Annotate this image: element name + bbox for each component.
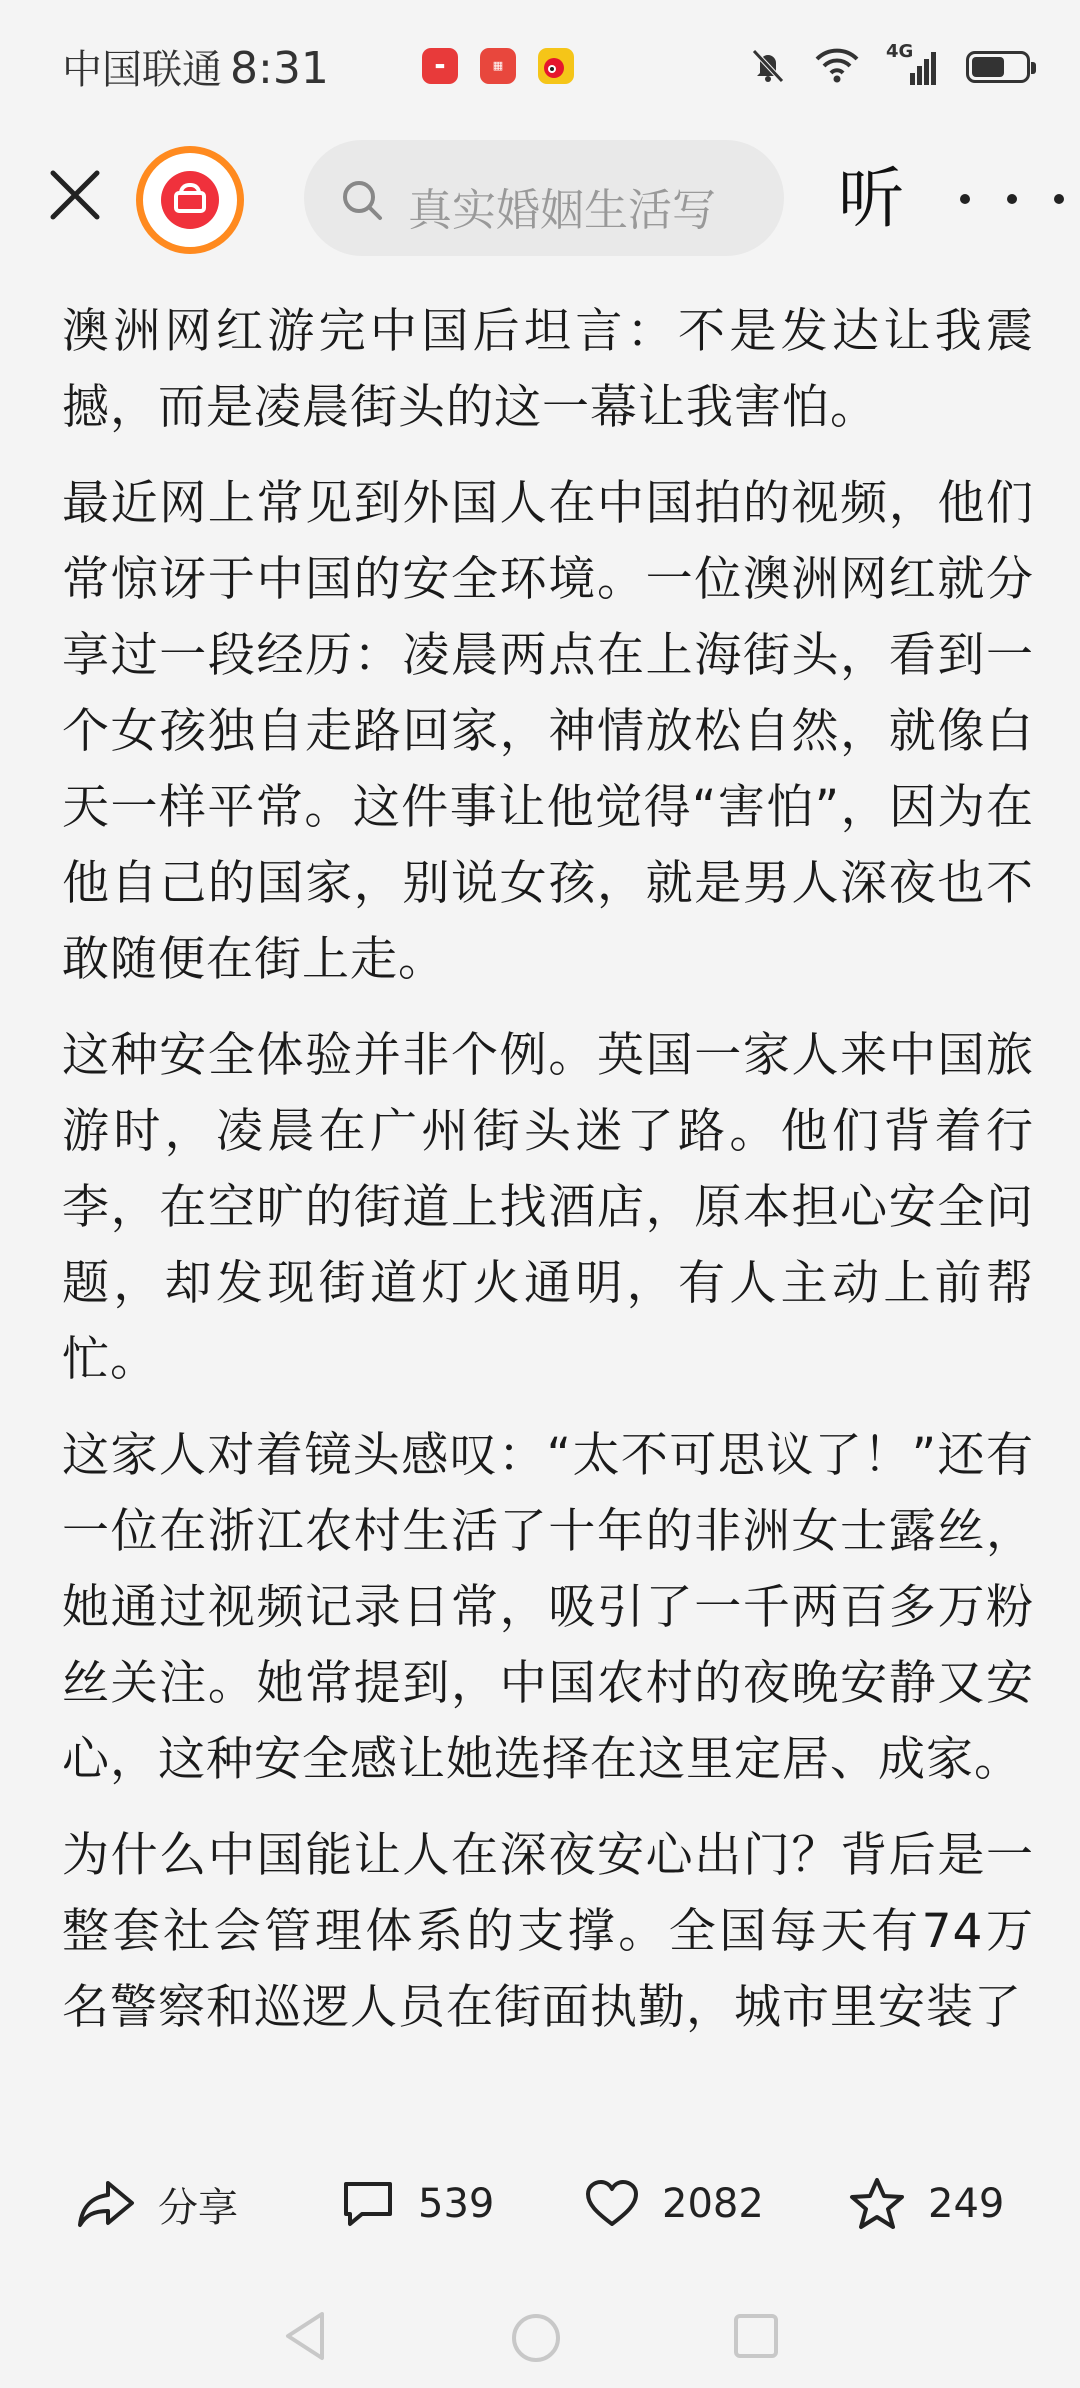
wifi-icon: [814, 45, 860, 89]
clock-time: 8:31: [230, 43, 329, 94]
huawei-app-icon: ▬: [422, 48, 458, 84]
cellular-signal-icon: [886, 41, 940, 87]
action-bar: [0, 2124, 1080, 2284]
search-bar[interactable]: [304, 140, 784, 256]
favorite-count: 249: [928, 2181, 1005, 2227]
article-paragraph-1: 澳洲网红游完中国后坦言：不是发达让我震撼，而是凌晨街头的这一幕让我害怕。: [62, 304, 1034, 435]
battery-icon: [966, 51, 1030, 83]
calendar-app-icon: ▦: [480, 48, 516, 84]
red-bag-icon: [161, 171, 219, 229]
star-icon: [848, 2176, 906, 2232]
article-paragraph-4: 这家人对着镜头感叹：“太不可思议了！”还有一位在浙江农村生活了十年的非洲女士露丝，她通过视频记录日常，吸引了一千两百多万粉丝关注。她常提到，中国农村的夜晚安静又安心，这种安全感让她选择在这里定居、成家。: [62, 1428, 1034, 1787]
share-icon: [76, 2177, 136, 2231]
recents-square-icon[interactable]: [730, 2310, 782, 2362]
article-body: [62, 294, 1034, 2098]
network-type-label: 4G: [886, 41, 914, 62]
system-nav-bar: [0, 2290, 1080, 2388]
search-icon: [340, 178, 384, 222]
back-triangle-icon[interactable]: [280, 2308, 330, 2364]
top-nav: [0, 130, 1080, 270]
status-icons: [748, 41, 1030, 90]
comment-button[interactable]: [340, 2154, 494, 2254]
more-dot-icon: [960, 194, 970, 204]
carrier-time: [62, 38, 329, 95]
share-button[interactable]: [76, 2154, 238, 2254]
battery-level-fill: [972, 57, 1004, 77]
carrier-name: 中国联通: [62, 47, 222, 93]
red-packet-avatar-button[interactable]: [136, 146, 244, 254]
article-paragraph-5: 为什么中国能让人在深夜安心出门？背后是一整套社会管理体系的支撑。全国每天有74万名警察和巡逻人员在街面执勤，城市里安装了: [62, 1828, 1034, 2035]
like-button[interactable]: [584, 2154, 764, 2254]
like-count: 2082: [662, 2181, 764, 2227]
search-placeholder: 真实婚姻生活写: [408, 185, 716, 236]
article-paragraph-2: 最近网上常见到外国人在中国拍的视频，他们常惊讶于中国的安全环境。一位澳洲网红就分享过一段经历：凌晨两点在上海街头，看到一个女孩独自走路回家，神情放松自然，就像白天一样平常。这件事让他觉得“害怕”，因为在他自己的国家，别说女孩，就是男人深夜也不敢随便在街上走。: [62, 476, 1034, 987]
more-options-button[interactable]: [960, 174, 1064, 224]
listen-button[interactable]: 听: [838, 160, 904, 237]
close-button[interactable]: [40, 160, 110, 230]
more-dot-icon: [1054, 194, 1064, 204]
comment-count: 539: [418, 2181, 495, 2227]
article-paragraph-3: 这种安全体验并非个例。英国一家人来中国旅游时，凌晨在广州街头迷了路。他们背着行李，在空旷的街道上找酒店，原本担心安全问题，却发现街道灯火通明，有人主动上前帮忙。: [62, 1028, 1034, 1387]
home-circle-icon[interactable]: [508, 2310, 564, 2366]
favorite-button[interactable]: [848, 2154, 1004, 2254]
status-bar: [0, 0, 1080, 130]
weibo-app-icon: [538, 48, 574, 84]
mute-bell-icon: [748, 45, 788, 89]
more-dot-icon: [1007, 194, 1017, 204]
close-icon: [47, 167, 103, 223]
comment-icon: [340, 2178, 396, 2230]
heart-icon: [584, 2178, 640, 2230]
share-label: 分享: [158, 2184, 238, 2231]
